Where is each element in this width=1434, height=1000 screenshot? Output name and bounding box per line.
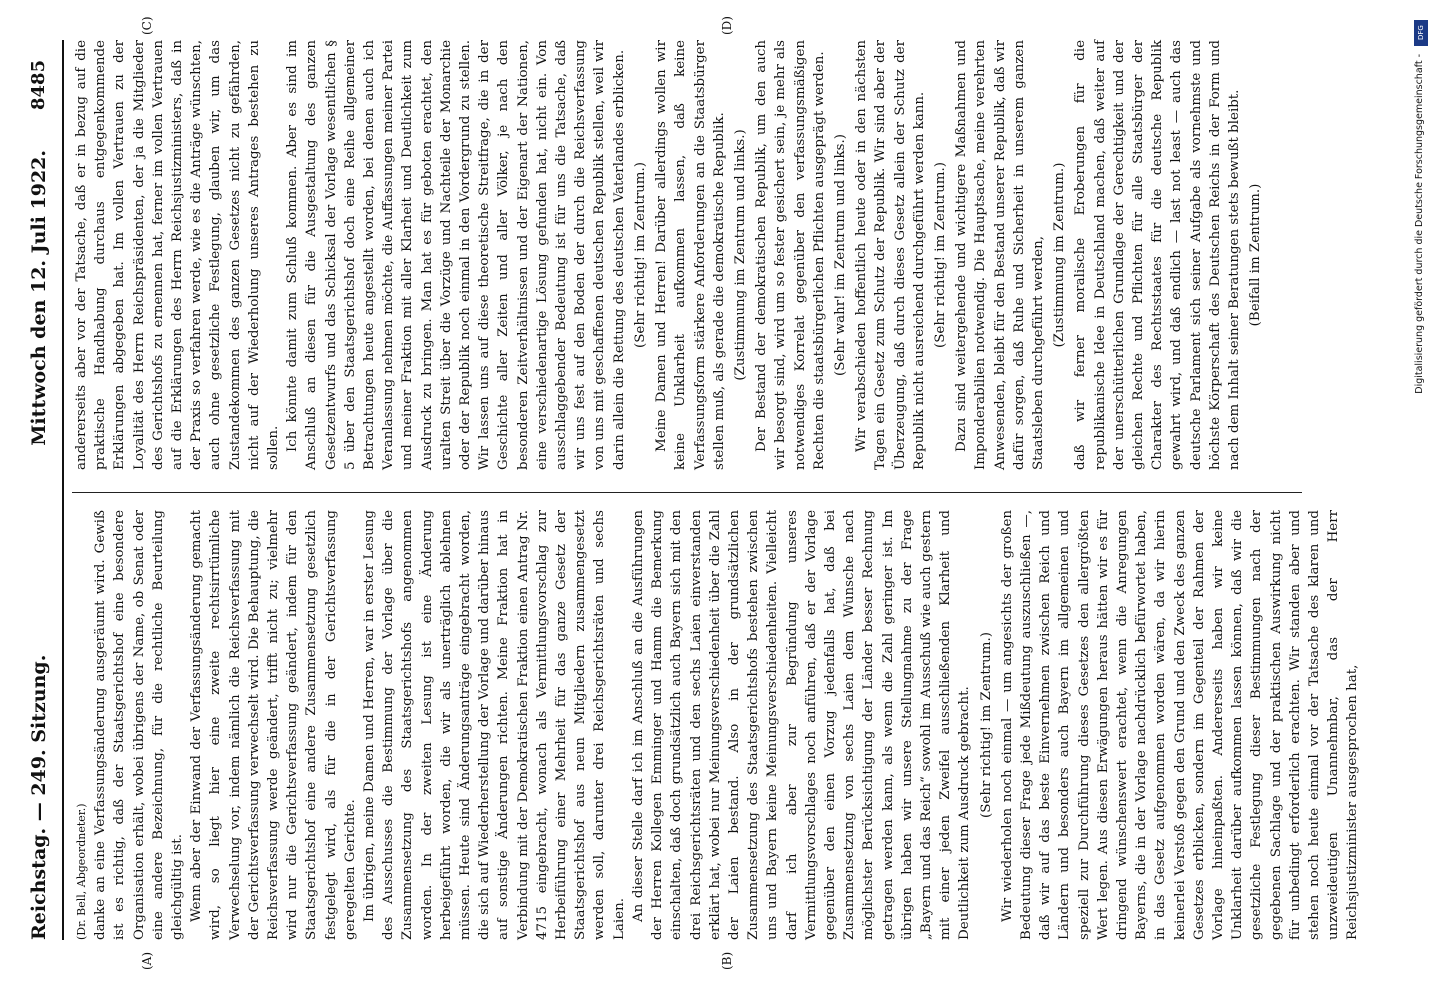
column-divider: [72, 492, 1302, 493]
right-paragraph: Wir verabschieden hoffentlich heute oder in den nächsten Tagen ein Gesetz zum Schutz der Republik. Wir sind aber der Überzeugung, daß durch dieses Gesetz allein der Schutz der Republik nicht ausreichend durchgeführt werden kann.: [854, 40, 927, 470]
speaker-line: (Dr. Bell, Abgeordneter.): [75, 803, 88, 940]
right-column: [72, 40, 1322, 470]
header-left: Reichstag. — 249. Sitzung.: [28, 654, 50, 940]
interjection: (Sehr wahr! im Zentrum und links.): [832, 134, 848, 376]
interjection: (Sehr richtig! im Zentrum.): [932, 162, 948, 348]
credit-text: Digitalisierung gefördert durch die Deutsche Forschungsgemeinschaft -: [1414, 54, 1425, 394]
header-rule: [62, 40, 64, 940]
right-paragraph: andererseits aber vor der Tatsache, daß er in bezug auf die praktische Handhabung durchaus entgegenkommende Erklärungen abgegeben hat. Im vollen Vertrauen zu der Loyalität des Herrn Reichspräsidenten, der ja die Mitglieder des Gerichtshofs zu ernennen hat, ferner im vollen Vertrauen auf die Erklärungen des Herrn Reichsjustizministers, daß in der Praxis so verfahren werde, wie es die Anträge wünschten, auch ohne gesetzliche Festlegung, glauben wir, um das Zustandekommen des ganzen Gesetzes nicht zu gefährden, nicht auf der Wiederholung unseres Antrages bestehen zu sollen.: [74, 40, 282, 470]
margin-mark-c: (C): [140, 16, 154, 35]
left-column: [72, 510, 1361, 940]
left-paragraph: Wenn aber der Einwand der Verfassungsänderung gemacht wird, so liegt hier eine zweite rechtsirrtümliche Verwechselung vor, indem nämlich die Reichsverfassung mit der Gerichtsverfassung verwechselt wird. Die Behauptung, die Reichsverfassung werde geändert, trifft nicht zu; vielmehr wird nur die Gerichtsverfassung geändert, indem für den Staatsgerichtshof eine andere Zusammensetzung gesetzlich festgelegt wird, als für die in der Gerichtsverfassung geregelten Gerichte.: [189, 510, 358, 940]
left-paragraph: danke an eine Verfassungsänderung ausgeräumt wird. Gewiß ist es richtig, daß der Staatsgerichtshof eine besondere Organisation erhält, wobei übrigens der Name, ob Senat oder eine andere Bezeichnung, für die rechtliche Beurteilung gleichgültig ist.: [93, 510, 186, 940]
margin-mark-b: (B): [720, 951, 734, 970]
digitization-credit: [1414, 20, 1428, 980]
right-paragraph: Meine Damen und Herren! Darüber allerdings wollen wir keine Unklarheit aufkommen lassen, daß keine Verfassungsform stärkere Anforderungen an die Staatsbürger stellen muß, als gerade die demokratische Republik.: [654, 40, 727, 470]
header-right: Mittwoch den 12. Juli 1922.: [28, 150, 50, 446]
interjection: (Zustimmung im Zentrum und links.): [732, 129, 748, 381]
left-paragraph: Wir wiederholen noch einmal — um angesichts der großen Bedeutung dieser Frage jede Mißdeutung auszuschließen —, daß wir auf das beste Einvernehmen zwischen Reich und Ländern und besonders auch Bayern im allgemeinen und speziell zur Durchführung dieses Gesetzes den allergrößten Wert legen. Aus diesen Erwägungen heraus hätten wir es für dringend wünschenswert erachtet, wenn die Anregungen Bayerns, die in der Vorlage nachdrücklich befürwortet haben, in das Gesetz aufgenommen worden wären, da wir hierin keinerlei Verstoß gegen den Grund und den Zweck des ganzen Gesetzes erblicken, sondern im Gegenteil der Rahmen der Vorlage hineinpaßten. Andererseits haben wir keine Unklarheit darüber aufkommen lassen können, daß wir die gesetzliche Festlegung dieser Bestimmungen nach der gegebenen Sachlage und der praktischen Auswirkung nicht für unbedingt erforderlich erachten. Wir standen aber und stehen noch heute einmal vor der Tatsache des klaren und unzweideutigen Unannehmbar, das der Herr Reichsjustizminister ausgesprochen hat,: [999, 510, 1361, 940]
margin-mark-a: (A): [140, 951, 154, 970]
interjection: (Zustimmung im Zentrum.): [1052, 162, 1068, 348]
right-paragraph: Der Bestand der demokratischen Republik, um den auch wir besorgt sind, wird um so fester gesichert sein, je mehr als notwendiges Korrelat gegenüber den verfassungsmäßigen Rechten die staatsbürgerlichen Pflichten ausgeprägt werden.: [754, 40, 827, 470]
right-paragraph: daß wir ferner moralische Eroberungen für die republikanische Idee in Deutschland machen, daß weiter auf der unerschütterlichen Grundlage der Gerechtigkeit und der gleichen Rechte und Pflichten für alle Staatsbürger der Charakter des Rechtsstaates für die deutsche Republik gewahrt wird, und daß endlich — last not least — auch das deutsche Parlament sich seiner Aufgabe als vornehmste und höchste Körperschaft des Deutschen Reichs in der Form und nach dem Inhalt seiner Beratungen stets bewußt bleibt.: [1073, 40, 1242, 470]
page-number: 8485: [28, 59, 49, 110]
interjection: (Sehr richtig! im Zentrum.): [978, 632, 994, 818]
interjection: (Beifall im Zentrum.): [1248, 183, 1264, 327]
margin-mark-d: (D): [720, 16, 734, 35]
left-paragraph: Im übrigen, meine Damen und Herren, war in erster Lesung des Ausschusses die Bestimmung der Vorlage über die Zusammensetzung des Staatsgerichtshofs angenommen worden. In der zweiten Lesung ist eine Änderung herbeigeführt worden, die wir als unerträglich ablehnen müssen. Heute sind Änderungsanträge eingebracht worden, die sich auf Wiederherstellung der Vorlage und darüber hinaus auf sonstige Änderungen richten. Meine Fraktion hat in Verbindung mit der Demokratischen Fraktion einen Antrag Nr. 4715 eingebracht, wonach als Vermittlungsvorschlag zur Herbeiführung einer Mehrheit für das ganze Gesetz der Staatsgerichtshof aus neun Mitgliedern zusammengesetzt werden soll, darunter drei Reichsgerichtsräten und sechs Laien.: [362, 510, 627, 940]
page-header: [22, 40, 58, 940]
left-paragraph: An dieser Stelle darf ich im Anschluß an die Ausführungen der Herren Kollegen Emminger und Hamm die Bemerkung einschalten, daß doch grundsätzlich auch Bayern sich mit den drei Reichsgerichtsräten und den sechs Laien einverstanden erklärt hat, wobei nur Meinungsverschiedenheit über die Zahl der Laien bestand. Also in der grundsätzlichen Zusammensetzung des Staatsgerichtshofs bestehen zwischen uns und Bayern keine Meinungsverschiedenheiten. Vielleicht darf ich aber zur Begründung unseres Vermittlungsvorschlages noch anführen, daß er der Vorlage gegenüber den einen Vorzug jedenfalls hat, daß bei Zusammensetzung von sechs Laien dem Wunsche nach möglichster Berücksichtigung der Länder besser Rechnung getragen werden kann, als wenn die Zahl geringer ist. Im übrigen haben wir unsere Stellungnahme zu der Frage „Bayern und das Reich“ sowohl im Ausschuß wie auch gestern mit einer jeden Zweifel ausschließenden Klarheit und Deutlichkeit zum Ausdruck gebracht.: [630, 510, 973, 940]
right-paragraph: Dazu sind weitergehende und wichtigere Maßnahmen und Imponderabilien notwendig. Die Hauptsache, meine verehrten Anwesenden, bleibt für den Bestand unserer Republik, daß wir dafür sorgen, daß Ruhe und Sicherheit in unserem ganzen Staatsleben durchgeführt werden,: [954, 40, 1046, 470]
interjection: (Sehr richtig! im Zentrum.): [632, 162, 648, 348]
right-paragraph: Ich könnte damit zum Schluß kommen. Aber es sind im Anschluß an diesen für die Ausgestaltung des ganzen Gesetzentwurfs und das Schicksal der Vorlage wesentlichen § 5 über den Staatsgerichtshof doch eine Reihe allgemeiner Betrachtungen heute angestellt worden, bei denen auch ich Veranlassung nehmen möchte, die Auffassungen meiner Partei und meiner Fraktion mit aller Klarheit und Deutlichkeit zum Ausdruck zu bringen. Man hat es für geboten erachtet, den uralten Streit über die Vorzüge und Nachteile der Monarchie oder der Republik noch einmal in den Vordergrund zu stellen. Wir lassen uns auf diese theoretische Streitfrage, die in der Geschichte aller Zeiten und aller Völker, je nach den besonderen Zeitverhältnissen und der Eigenart der Nationen, eine verschiedenartige Lösung gefunden hat, nicht ein. Von ausschlaggebender Bedeutung ist für uns die Tatsache, daß wir uns fest auf den Boden der durch die Reichsverfassung von uns mit geschaffenen deutschen Republik stellen, weil wir darin allein die Rettung des deutschen Vaterlandes erblicken.: [285, 40, 627, 470]
dfg-logo: DFG: [1414, 20, 1428, 46]
